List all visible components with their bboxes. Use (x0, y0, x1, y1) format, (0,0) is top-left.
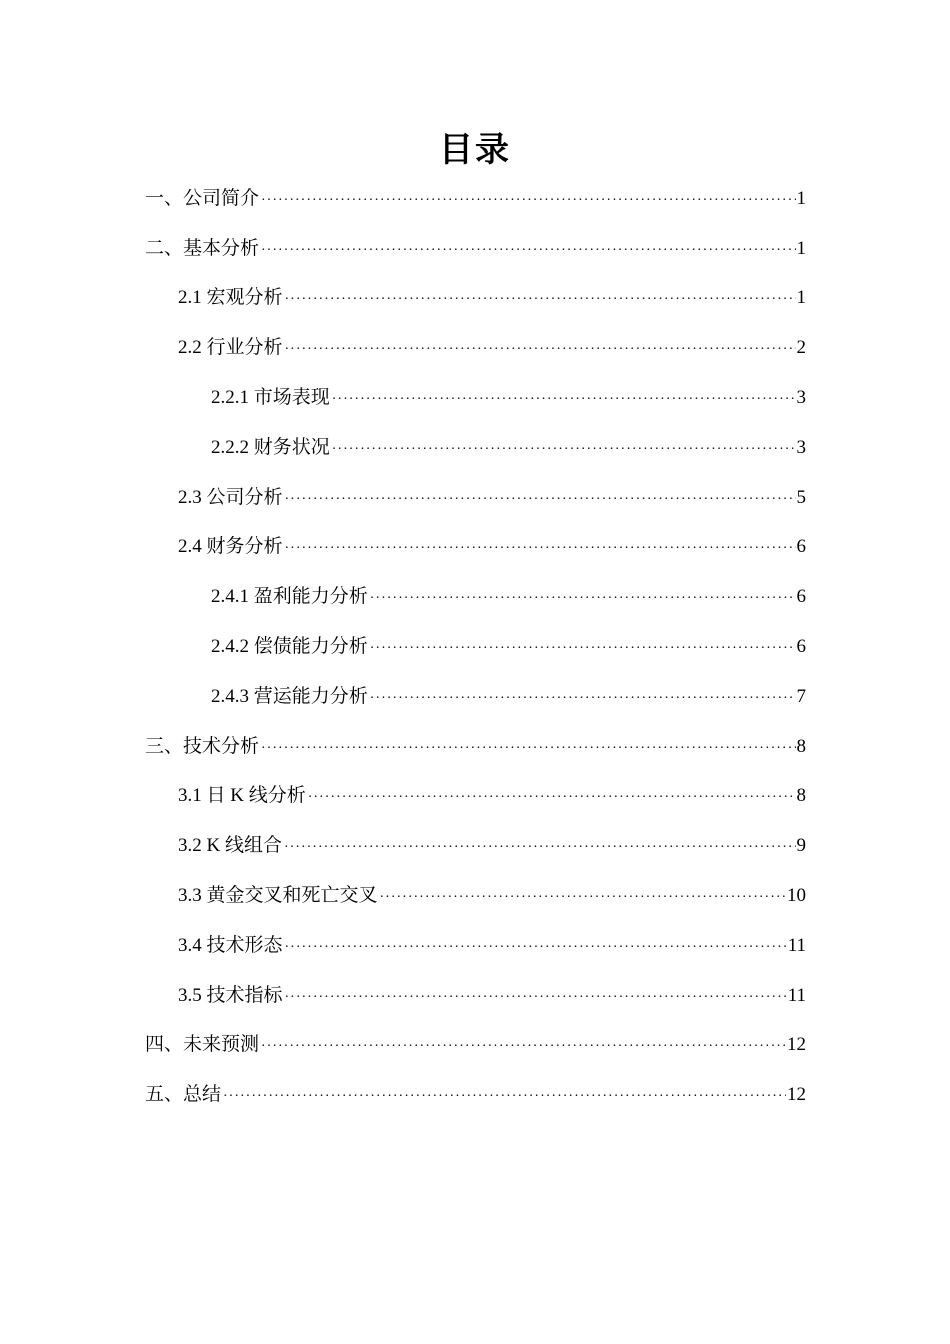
toc-page-number: 11 (787, 934, 806, 956)
toc-entry[interactable] (0, 174, 950, 224)
dot-leader (332, 384, 796, 412)
toc-entry[interactable] (0, 373, 950, 423)
toc-entry[interactable] (0, 523, 950, 573)
dot-leader (285, 932, 787, 960)
toc-page-number: 6 (796, 636, 806, 658)
toc-page-number: 1 (796, 187, 806, 209)
table-of-contents (0, 174, 950, 1120)
toc-page-number: 12 (787, 1034, 806, 1056)
toc-entry-text: 五、总结 (145, 1084, 222, 1106)
toc-page-number: 6 (796, 586, 806, 608)
toc-page-number: 8 (796, 735, 806, 757)
toc-entry[interactable] (0, 871, 950, 921)
toc-entry[interactable] (0, 722, 950, 772)
toc-page-number: 3 (796, 436, 806, 458)
dot-leader (223, 1081, 786, 1109)
toc-entry-text: 3.2 K 线组合 (178, 835, 282, 857)
toc-entry-text: 3.4 技术形态 (178, 934, 283, 956)
toc-entry[interactable] (0, 1021, 950, 1071)
toc-page-number: 1 (796, 287, 806, 309)
dot-leader (370, 633, 796, 661)
toc-page-number: 5 (796, 486, 806, 508)
toc-entry[interactable] (0, 971, 950, 1021)
toc-page-number: 1 (796, 237, 806, 259)
toc-page-number: 11 (787, 984, 806, 1006)
toc-entry[interactable] (0, 323, 950, 373)
dot-leader (284, 832, 796, 860)
toc-page-number: 8 (796, 785, 806, 807)
dot-leader (261, 1031, 786, 1059)
dot-leader (285, 484, 796, 512)
toc-page-number: 10 (787, 885, 806, 907)
dot-leader (261, 733, 795, 761)
toc-page-number: 7 (796, 685, 806, 707)
toc-entry[interactable] (0, 473, 950, 523)
dot-leader (285, 982, 787, 1010)
toc-entry-text: 2.1 宏观分析 (178, 287, 283, 309)
dot-leader (332, 434, 796, 462)
toc-entry[interactable] (0, 772, 950, 822)
toc-entry-text: 2.3 公司分析 (178, 486, 283, 508)
toc-page-number: 12 (787, 1084, 806, 1106)
toc-entry-text: 3.1 日 K 线分析 (178, 785, 306, 807)
dot-leader (285, 533, 796, 561)
toc-entry[interactable] (0, 572, 950, 622)
dot-leader (380, 882, 786, 910)
toc-page-number: 3 (796, 387, 806, 409)
toc-entry-text: 2.4.1 盈利能力分析 (211, 586, 368, 608)
toc-entry-text: 2.4 财务分析 (178, 536, 283, 558)
toc-entry[interactable] (0, 672, 950, 722)
toc-entry-text: 2.2 行业分析 (178, 337, 283, 359)
toc-page-number: 6 (796, 536, 806, 558)
toc-title: 目录 (439, 130, 511, 170)
toc-entry-text: 四、未来预测 (145, 1034, 260, 1056)
toc-entry-text: 一、公司简介 (145, 187, 260, 209)
toc-entry[interactable] (0, 1070, 950, 1120)
dot-leader (285, 284, 796, 312)
toc-entry[interactable] (0, 224, 950, 274)
toc-entry[interactable] (0, 622, 950, 672)
toc-entry[interactable] (0, 274, 950, 324)
toc-entry[interactable] (0, 821, 950, 871)
toc-entry-text: 三、技术分析 (145, 735, 260, 757)
dot-leader (261, 235, 795, 263)
dot-leader (370, 683, 796, 711)
dot-leader (370, 583, 796, 611)
toc-entry-text: 2.2.2 财务状况 (211, 436, 330, 458)
toc-page-number: 2 (796, 337, 806, 359)
toc-page-number: 9 (796, 835, 806, 857)
toc-entry-text: 2.4.3 营运能力分析 (211, 685, 368, 707)
dot-leader (261, 185, 795, 213)
toc-entry[interactable] (0, 423, 950, 473)
toc-entry-text: 2.2.1 市场表现 (211, 387, 330, 409)
toc-entry-text: 2.4.2 偿债能力分析 (211, 636, 368, 658)
dot-leader (285, 334, 796, 362)
toc-entry-text: 二、基本分析 (145, 237, 260, 259)
toc-entry[interactable] (0, 921, 950, 971)
toc-entry-text: 3.3 黄金交叉和死亡交叉 (178, 885, 378, 907)
toc-entry-text: 3.5 技术指标 (178, 984, 283, 1006)
dot-leader (308, 782, 796, 810)
